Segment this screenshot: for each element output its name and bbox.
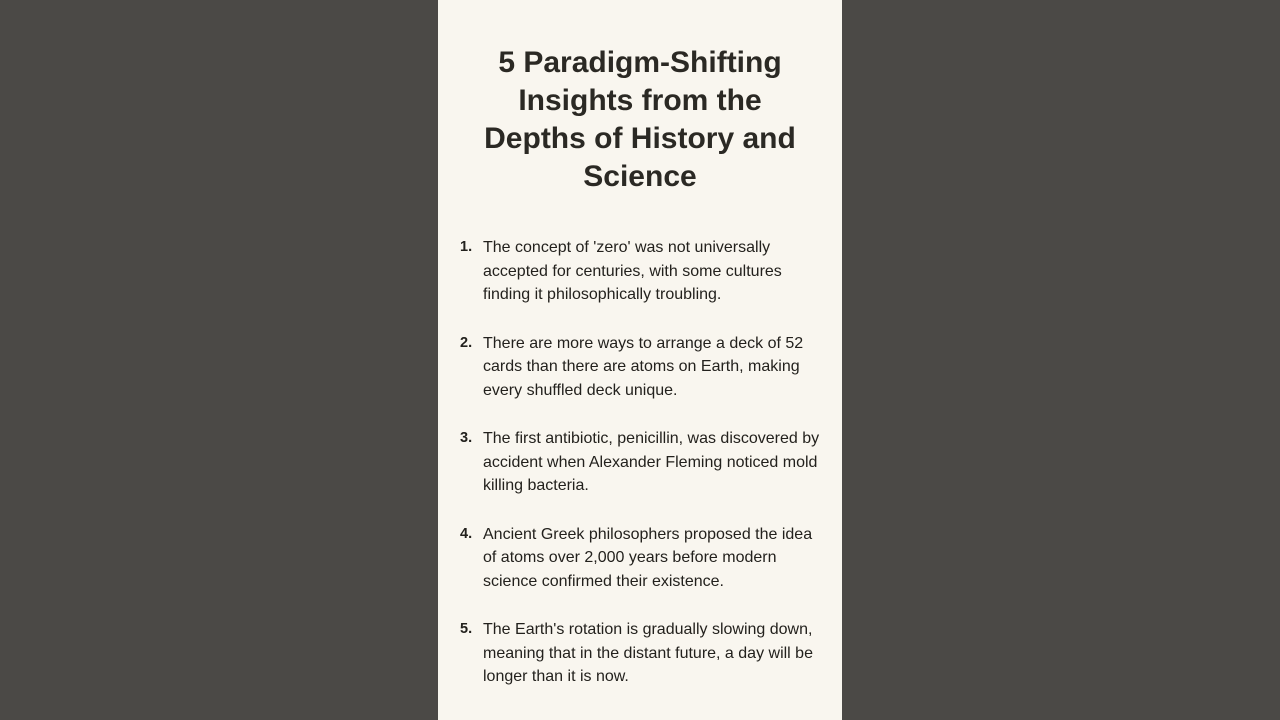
item-number: 3. [460,430,473,446]
list-item [460,236,820,307]
list-item [460,523,820,594]
content-card [438,0,842,720]
item-text: Ancient Greek philosophers proposed the idea of atoms over 2,000 years before modern science confirmed their existence. [483,525,813,590]
list-item [460,618,820,689]
item-number: 1. [460,239,473,255]
item-text: The Earth's rotation is gradually slowing down, meaning that in the distant future, a day will be longer than it is now. [483,621,813,685]
item-text: The first antibiotic, penicillin, was discovered by accident when Alexander Fleming noticed mold killing bacteria. [483,430,820,494]
page-title: 5 Paradigm-Shifting Insights from the Depths of History and Science [484,46,796,193]
item-text: The concept of 'zero' was not universally accepted for centuries, with some cultures finding it philosophically troubling. [483,239,782,303]
list-item [460,332,820,403]
item-number: 5. [460,621,473,637]
list-item [460,427,820,498]
insights-list [460,236,820,689]
item-number: 2. [460,334,473,351]
item-number: 4. [460,525,473,542]
item-text: There are more ways to arrange a deck of 52 cards than there are atoms on Earth, making every shuffled deck unique. [483,334,804,399]
